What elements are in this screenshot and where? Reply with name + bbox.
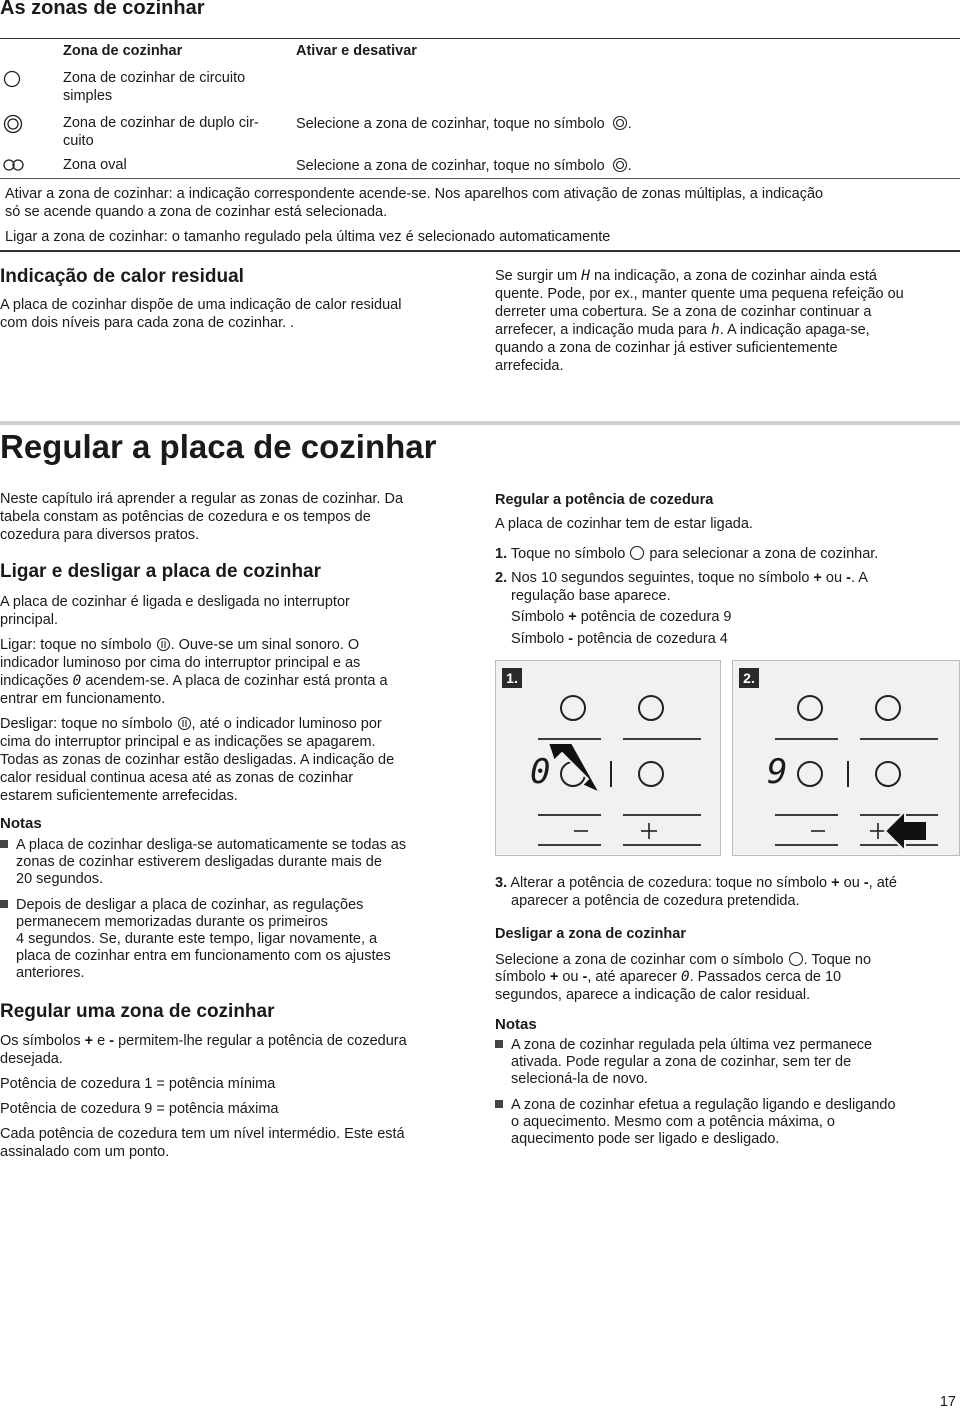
right-notes-title: Notas bbox=[495, 1016, 537, 1033]
table-row-1-name-l2: simples bbox=[63, 88, 113, 104]
on-l2: indicador luminoso por cima do interruptor principal e as bbox=[0, 655, 361, 671]
step-3-l1 bbox=[495, 875, 897, 892]
table-row-2-action-text: Selecione a zona de cozinhar, toque no símbolo bbox=[296, 116, 605, 132]
figure-1-display: 0 bbox=[530, 752, 551, 792]
residual-body-l2: com dois níveis para cada zona de cozinhar. . bbox=[0, 315, 295, 331]
zone-off-title: Desligar a zona de cozinhar bbox=[495, 926, 686, 942]
table-row-1-name-l1: Zona de cozinhar de circuito bbox=[63, 70, 246, 86]
zone-title: Regular uma zona de cozinhar bbox=[0, 1001, 275, 1022]
table-row-2-name-l2: cuito bbox=[63, 133, 94, 149]
table-note-1-l2: só se acende quando a zona de cozinhar está selecionada. bbox=[5, 204, 388, 220]
residual-right-l2: quente. Pode, por ex., manter quente uma pequena refeição ou bbox=[495, 286, 904, 302]
zone-l2: desejada. bbox=[0, 1051, 63, 1067]
step-1b: para selecionar a zona de cozinhar. bbox=[649, 546, 879, 562]
table-divider bbox=[0, 178, 960, 179]
zone-select-icon bbox=[629, 545, 645, 561]
step-2 bbox=[495, 570, 868, 587]
off-l1 bbox=[0, 716, 382, 733]
segment-0-icon: 0 bbox=[680, 969, 690, 985]
left-notes-title: Notas bbox=[0, 815, 42, 832]
right-note-1 bbox=[495, 1037, 873, 1087]
off-l4: calor residual continua acesa até as zonas de cozinhar bbox=[0, 770, 354, 786]
onoff-body-l1: A placa de cozinhar é ligada e desligada no interruptor bbox=[0, 594, 350, 610]
right-note-2-l2: o aquecimento. Mesmo com a potência máxima, o bbox=[511, 1114, 835, 1130]
off-l3: Todas as zonas de cozinhar estão desligadas. A indicação de bbox=[0, 752, 395, 768]
page-number: 17 bbox=[939, 1394, 956, 1410]
off-l1a: Desligar: toque no símbolo bbox=[0, 716, 173, 732]
pot-max: Potência de cozedura 9 = potência máxima bbox=[0, 1101, 279, 1117]
zone-l1b: permitem-lhe regular a potência de cozedura bbox=[118, 1033, 407, 1049]
step-3-l1c: , até bbox=[868, 875, 897, 891]
dual-circuit-symbol-icon bbox=[612, 115, 628, 131]
section-rule bbox=[0, 421, 960, 425]
single-circuit-icon bbox=[3, 70, 21, 88]
bullet-icon bbox=[0, 840, 8, 848]
page-title: As zonas de cozinhar bbox=[0, 0, 205, 19]
on-l1 bbox=[0, 637, 359, 654]
inter-l2: assinalado com um ponto. bbox=[0, 1144, 170, 1160]
segment-h-icon: h bbox=[711, 322, 720, 338]
residual-right-l1 bbox=[495, 268, 877, 285]
zone-l1 bbox=[0, 1033, 407, 1050]
residual-right-l1b: na indicação, a zona de cozinhar ainda está bbox=[594, 268, 877, 284]
residual-right-l4b: . A indicação apaga-se, bbox=[719, 322, 870, 338]
table-row-2-action-end: . bbox=[627, 116, 632, 132]
zone-off-l1 bbox=[495, 951, 871, 969]
zone-select-icon bbox=[788, 951, 804, 967]
residual-body-l1: A placa de cozinhar dispõe de uma indicação de calor residual bbox=[0, 297, 402, 313]
minus-symbol: - bbox=[568, 631, 574, 647]
table-row-3-name: Zona oval bbox=[63, 157, 127, 173]
table-row-3-action-text: Selecione a zona de cozinhar, toque no símbolo bbox=[296, 158, 605, 174]
segment-0-icon: 0 bbox=[72, 673, 82, 689]
left-note-2-l2: permanecem memorizadas durante os primeiros bbox=[16, 914, 328, 930]
figure-2-display: 9 bbox=[767, 752, 788, 792]
onoff-body-l2: principal. bbox=[0, 612, 59, 628]
on-l3b: acendem-se. A placa de cozinhar está pronta a bbox=[85, 673, 388, 689]
sym-minus-a: Símbolo bbox=[511, 631, 565, 647]
minus-symbol: - bbox=[846, 570, 851, 586]
plus-symbol: + bbox=[568, 609, 577, 625]
step-3-l2: aparecer a potência de cozedura pretendida. bbox=[511, 893, 800, 909]
left-note-1-l1: A placa de cozinhar desliga-se automaticamente se todas as bbox=[16, 837, 407, 853]
residual-right-l3: derreter uma cobertura. Se a zona de cozinhar continuar a bbox=[495, 304, 872, 320]
step-2-l2: regulação base aparece. bbox=[511, 588, 671, 604]
step-3-l1a: Alterar a potência de cozedura: toque no símbolo bbox=[510, 875, 828, 891]
table-row-2-action bbox=[296, 115, 632, 133]
off-l2: cima do interruptor principal e as indicações se apagarem. bbox=[0, 734, 376, 750]
zone-off-l3: segundos, aparece a indicação de calor residual. bbox=[495, 987, 811, 1003]
plus-symbol: + bbox=[84, 1033, 94, 1049]
on-l1b: . Ouve-se um sinal sonoro. O bbox=[170, 637, 360, 653]
on-l1a: Ligar: toque no símbolo bbox=[0, 637, 152, 653]
left-note-1-l2: zonas de cozinhar estiverem desligadas durante mais de bbox=[16, 854, 382, 870]
inter-l1: Cada potência de cozedura tem um nível intermédio. Este está bbox=[0, 1126, 405, 1142]
residual-heat-title: Indicação de calor residual bbox=[0, 266, 244, 287]
on-l4: entrar em funcionamento. bbox=[0, 691, 166, 707]
zone-off-l1a: Selecione a zona de cozinhar com o símbolo bbox=[495, 952, 784, 968]
dual-circuit-icon bbox=[3, 114, 23, 134]
residual-right-l1a: Se surgir um bbox=[495, 268, 578, 284]
zone-off-l2d: . Passados cerca de 10 bbox=[689, 969, 842, 985]
zone-l1a: Os símbolos bbox=[0, 1033, 81, 1049]
plus-symbol: + bbox=[813, 570, 822, 586]
step-2b: . A bbox=[850, 570, 868, 586]
on-l3 bbox=[0, 673, 388, 690]
zone-off-l2c: , até aparecer bbox=[587, 969, 677, 985]
bullet-icon bbox=[495, 1040, 503, 1048]
step-1a: Toque no símbolo bbox=[510, 546, 626, 562]
left-note-1-l3: 20 segundos. bbox=[16, 871, 104, 887]
table-header-zone: Zona de cozinhar bbox=[63, 43, 183, 59]
control-panel-figure-1 bbox=[495, 660, 721, 856]
table-header-action: Ativar e desativar bbox=[296, 43, 417, 59]
zone-off-l1b: . Toque no bbox=[803, 952, 872, 968]
step-3-num: 3. bbox=[495, 875, 508, 891]
table-row-3-action bbox=[296, 157, 632, 175]
zone-off-l2a: símbolo bbox=[495, 969, 546, 985]
right-note-1-l1: A zona de cozinhar regulada pela última vez permanece bbox=[511, 1037, 873, 1053]
sym-minus-b: potência de cozedura 4 bbox=[577, 631, 728, 647]
pot-title: Regular a potência de cozedura bbox=[495, 492, 714, 508]
table-bottom-rule bbox=[0, 250, 960, 252]
minus-symbol: - bbox=[582, 969, 588, 985]
zone-off-l2 bbox=[495, 969, 841, 986]
off-l5: estarem suficientemente arrefecidas. bbox=[0, 788, 238, 804]
step-1 bbox=[495, 545, 878, 563]
figure-2-label: 2. bbox=[739, 668, 759, 688]
left-intro-l1: Neste capítulo irá aprender a regular as zonas de cozinhar. Da bbox=[0, 491, 404, 507]
step-2a: Nos 10 segundos seguintes, toque no símbolo bbox=[511, 570, 810, 586]
step-2-ou: ou bbox=[825, 570, 843, 586]
step-2-num: 2. bbox=[495, 570, 508, 586]
right-note-1-l2: ativada. Pode regular a zona de cozinhar, sem ter de bbox=[511, 1054, 852, 1070]
step-1-num: 1. bbox=[495, 546, 508, 562]
sym-minus-line bbox=[511, 631, 728, 648]
zone-e: e bbox=[97, 1033, 106, 1049]
left-note-2-l5: anteriores. bbox=[16, 965, 85, 981]
segment-H-icon: H bbox=[581, 268, 590, 284]
right-note-1-l3: selecioná-la de novo. bbox=[511, 1071, 649, 1087]
left-note-2-l1: Depois de desligar a placa de cozinhar, as regulações bbox=[16, 897, 364, 913]
dual-circuit-symbol-icon bbox=[612, 157, 628, 173]
minus-symbol: - bbox=[863, 875, 869, 891]
sym-plus-line bbox=[511, 609, 731, 626]
right-note-2-l1: A zona de cozinhar efetua a regulação ligando e desligando bbox=[511, 1097, 896, 1113]
left-note-2-l3: 4 segundos. Se, durante este tempo, ligar novamente, a bbox=[16, 931, 378, 947]
sym-plus-b: potência de cozedura 9 bbox=[580, 609, 732, 625]
residual-right-l4a: arrefecer, a indicação muda para bbox=[495, 322, 707, 338]
right-note-2-l3: aquecimento pode ser ligado e desligado. bbox=[511, 1131, 780, 1147]
right-note-2 bbox=[495, 1097, 896, 1147]
table-note-1-l1: Ativar a zona de cozinhar: a indicação correspondente acende-se. Nos aparelhos com ativação de zonas múltiplas, a indicação bbox=[5, 186, 824, 202]
left-intro-l3: cozedura para diversos pratos. bbox=[0, 527, 200, 543]
table-top-rule bbox=[0, 38, 960, 39]
pot-min: Potência de cozedura 1 = potência mínima bbox=[0, 1076, 276, 1092]
residual-right-l6: arrefecida. bbox=[495, 358, 564, 374]
residual-right-l4 bbox=[495, 322, 870, 339]
sym-plus-a: Símbolo bbox=[511, 609, 565, 625]
on-l3a: indicações bbox=[0, 673, 69, 689]
left-intro-l2: tabela constam as potências de cozedura e os tempos de bbox=[0, 509, 371, 525]
zone-off-l2b: ou bbox=[562, 969, 579, 985]
minus-symbol: - bbox=[109, 1033, 115, 1049]
control-panel-figure-2 bbox=[732, 660, 960, 856]
plus-symbol: + bbox=[831, 875, 840, 891]
figure-1-label: 1. bbox=[502, 668, 522, 688]
left-note-1 bbox=[0, 837, 407, 887]
pot-body: A placa de cozinhar tem de estar ligada. bbox=[495, 516, 753, 532]
left-note-2 bbox=[0, 897, 391, 981]
power-symbol-icon bbox=[156, 637, 171, 652]
plus-symbol: + bbox=[549, 969, 559, 985]
oval-zone-icon bbox=[2, 158, 26, 172]
bullet-icon bbox=[0, 900, 8, 908]
table-row-3-action-end: . bbox=[627, 158, 632, 174]
table-row-2-name-l1: Zona de cozinhar de duplo cir- bbox=[63, 115, 259, 131]
residual-right-l5: quando a zona de cozinhar já estiver suficientemente bbox=[495, 340, 838, 356]
onoff-title: Ligar e desligar a placa de cozinhar bbox=[0, 561, 322, 582]
bullet-icon bbox=[495, 1100, 503, 1108]
step-3-l1b: ou bbox=[843, 875, 860, 891]
table-note-2: Ligar a zona de cozinhar: o tamanho regulado pela última vez é selecionado automaticamente bbox=[5, 229, 611, 245]
power-symbol-icon bbox=[177, 716, 192, 731]
section-title: Regular a placa de cozinhar bbox=[0, 428, 437, 465]
off-l1b: , até o indicador luminoso por bbox=[191, 716, 382, 732]
left-note-2-l4: placa de cozinhar entra em funcionamento com os ajustes bbox=[16, 948, 391, 964]
